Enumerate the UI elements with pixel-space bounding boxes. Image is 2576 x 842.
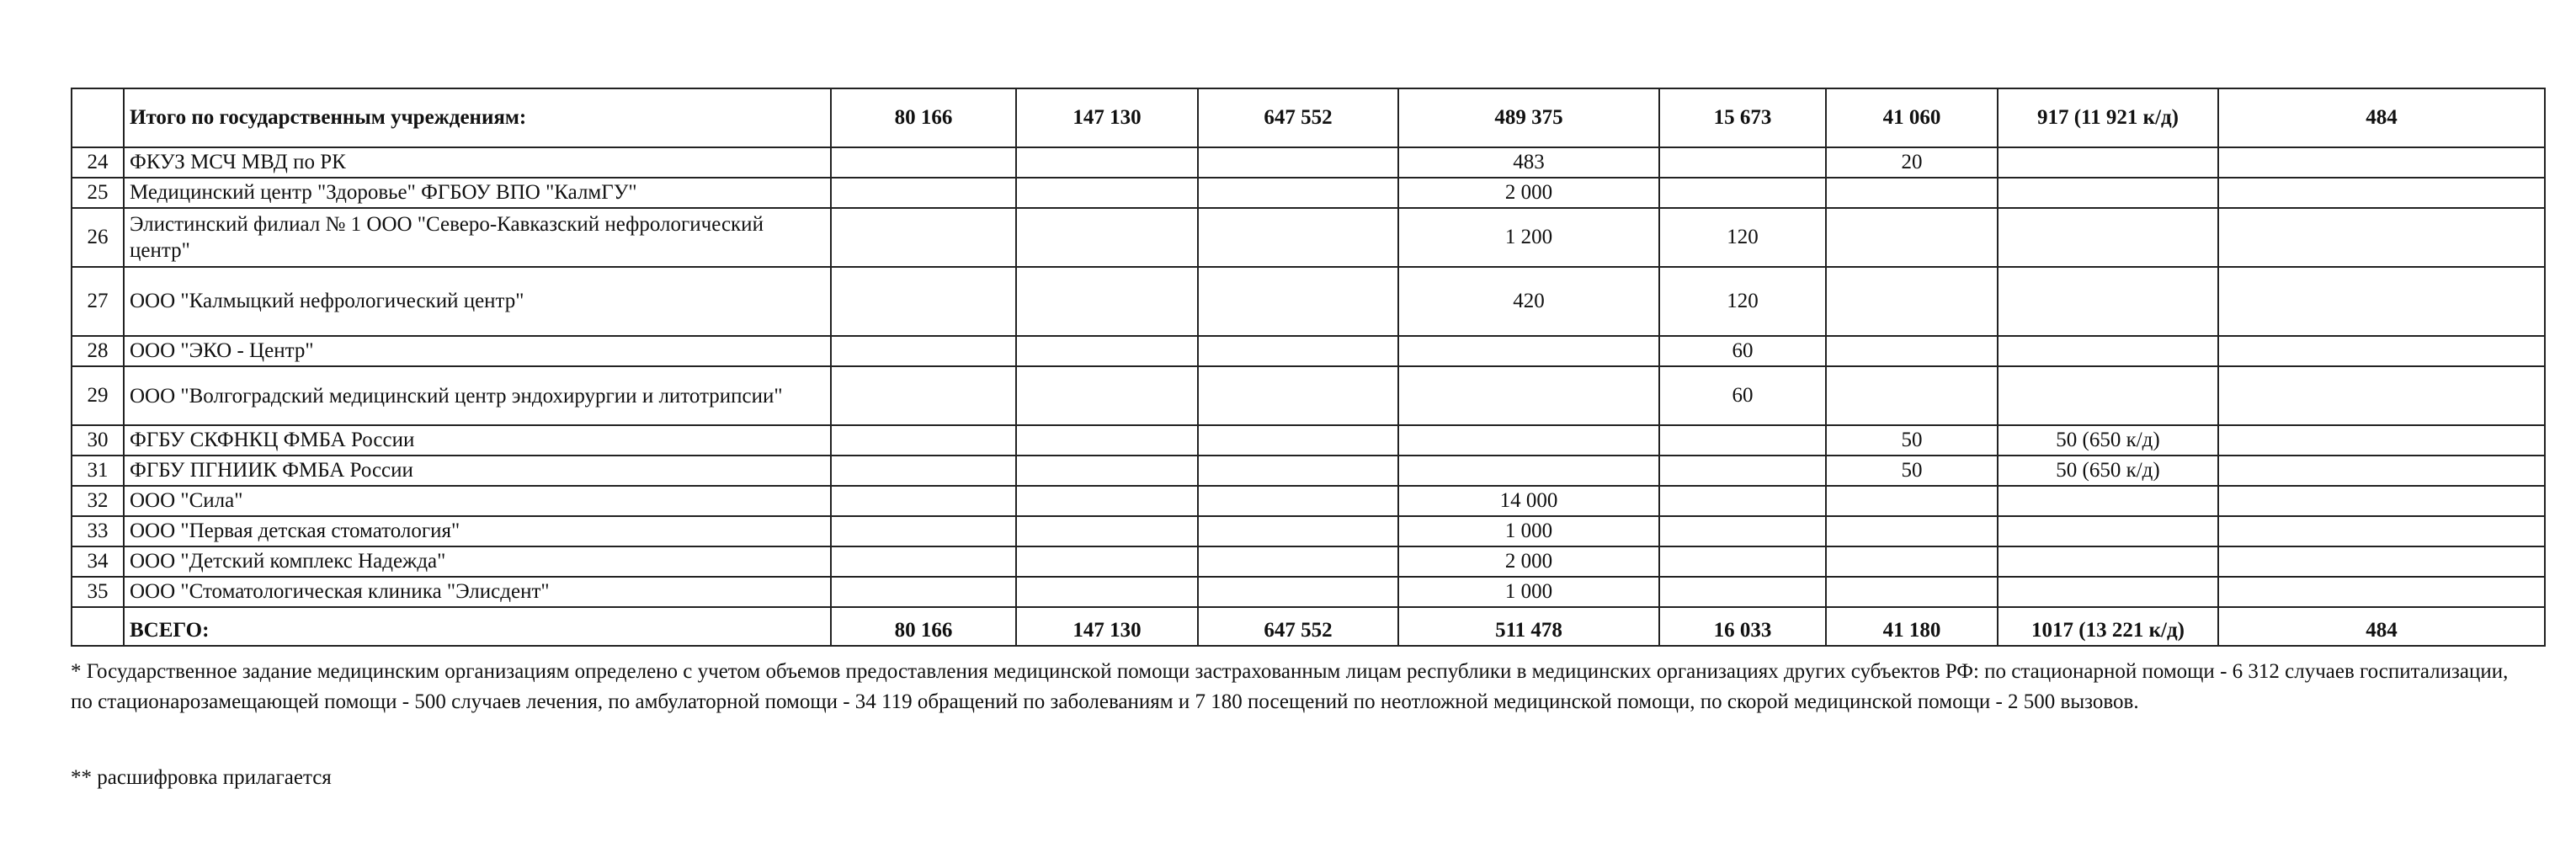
value-cell-col-1: 80 166 xyxy=(831,88,1016,147)
value-cell-col-1 xyxy=(831,366,1016,425)
value-cell-col-8 xyxy=(2218,366,2545,425)
value-cell-col-5: 120 xyxy=(1659,208,1826,267)
value-cell-col-4: 489 375 xyxy=(1398,88,1659,147)
value-cell-col-8: 484 xyxy=(2218,88,2545,147)
table-row xyxy=(72,336,2545,366)
value-cell-col-7 xyxy=(1998,267,2218,336)
value-cell-col-1 xyxy=(831,147,1016,178)
value-cell-col-5 xyxy=(1659,486,1826,516)
value-cell-col-1 xyxy=(831,267,1016,336)
data-table xyxy=(71,88,2546,647)
value-cell-col-6 xyxy=(1826,336,1998,366)
value-cell-col-7: 50 (650 к/д) xyxy=(1998,425,2218,456)
value-cell-col-2: 147 130 xyxy=(1016,607,1198,646)
value-cell-col-7 xyxy=(1998,178,2218,208)
value-cell-col-1 xyxy=(831,425,1016,456)
value-cell-col-1 xyxy=(831,486,1016,516)
table-row xyxy=(72,208,2545,267)
value-cell-col-7 xyxy=(1998,516,2218,546)
value-cell-col-8 xyxy=(2218,486,2545,516)
value-cell-col-5 xyxy=(1659,147,1826,178)
value-cell-col-2 xyxy=(1016,336,1198,366)
row-number-cell: 32 xyxy=(72,486,124,516)
row-number-cell: 29 xyxy=(72,366,124,425)
value-cell-col-7 xyxy=(1998,147,2218,178)
value-cell-col-3 xyxy=(1198,147,1398,178)
value-cell-col-6: 41 180 xyxy=(1826,607,1998,646)
value-cell-col-5 xyxy=(1659,178,1826,208)
row-number-cell xyxy=(72,607,124,646)
total-row xyxy=(72,607,2545,646)
footnote-state-assignment: * Государственное задание медицинским организациям определено с учетом объемов предоставления медицинской помощи застрахованным лицам республики в медицинских организациях других субъектов РФ: по стационарной помощи - 6 312 случаев госпитализации, по стационарозамещающей помощи - 500 случаев лечения, по амбулаторной помощи - 34 119 обращений по заболеваниям и 7 180 посещений по неотложной медицинской помощи, по скорой медицинской помощи - 2 500 вызовов. xyxy=(71,660,2509,713)
value-cell-col-1 xyxy=(831,577,1016,607)
value-cell-col-5: 60 xyxy=(1659,336,1826,366)
subtotal-row xyxy=(72,88,2545,147)
organization-name-cell: Медицинский центр "Здоровье" ФГБОУ ВПО "КалмГУ" xyxy=(124,178,831,208)
value-cell-col-3: 647 552 xyxy=(1198,88,1398,147)
value-cell-col-5 xyxy=(1659,577,1826,607)
value-cell-col-6 xyxy=(1826,577,1998,607)
value-cell-col-1 xyxy=(831,456,1016,486)
value-cell-col-5 xyxy=(1659,516,1826,546)
value-cell-col-5 xyxy=(1659,546,1826,577)
organization-name-cell: ООО "Калмыцкий нефрологический центр" xyxy=(124,267,831,336)
value-cell-col-7: 917 (11 921 к/д) xyxy=(1998,88,2218,147)
table-row xyxy=(72,546,2545,577)
value-cell-col-6 xyxy=(1826,486,1998,516)
value-cell-col-1 xyxy=(831,336,1016,366)
value-cell-col-1 xyxy=(831,178,1016,208)
value-cell-col-6: 41 060 xyxy=(1826,88,1998,147)
value-cell-col-8 xyxy=(2218,425,2545,456)
value-cell-col-1 xyxy=(831,208,1016,267)
value-cell-col-2 xyxy=(1016,147,1198,178)
organization-name-cell: ООО "Первая детская стоматология" xyxy=(124,516,831,546)
value-cell-col-3 xyxy=(1198,577,1398,607)
value-cell-col-7: 1017 (13 221 к/д) xyxy=(1998,607,2218,646)
value-cell-col-3 xyxy=(1198,546,1398,577)
value-cell-col-5: 15 673 xyxy=(1659,88,1826,147)
value-cell-col-2 xyxy=(1016,456,1198,486)
value-cell-col-3 xyxy=(1198,208,1398,267)
value-cell-col-1 xyxy=(831,546,1016,577)
value-cell-col-6 xyxy=(1826,178,1998,208)
value-cell-col-3 xyxy=(1198,456,1398,486)
row-number-cell: 26 xyxy=(72,208,124,267)
row-number-cell: 27 xyxy=(72,267,124,336)
value-cell-col-5: 120 xyxy=(1659,267,1826,336)
organization-name-cell: ФГБУ ПГНИИК ФМБА России xyxy=(124,456,831,486)
organization-name-cell: ВСЕГО: xyxy=(124,607,831,646)
value-cell-col-4: 420 xyxy=(1398,267,1659,336)
value-cell-col-8 xyxy=(2218,577,2545,607)
value-cell-col-6 xyxy=(1826,516,1998,546)
table-row xyxy=(72,267,2545,336)
value-cell-col-8 xyxy=(2218,456,2545,486)
value-cell-col-4 xyxy=(1398,366,1659,425)
value-cell-col-4: 2 000 xyxy=(1398,546,1659,577)
value-cell-col-6: 50 xyxy=(1826,456,1998,486)
organization-name-cell: Элистинский филиал № 1 ООО "Северо-Кавказский нефрологический центр" xyxy=(124,208,831,267)
value-cell-col-8 xyxy=(2218,208,2545,267)
value-cell-col-4: 1 200 xyxy=(1398,208,1659,267)
value-cell-col-4 xyxy=(1398,456,1659,486)
table-row xyxy=(72,425,2545,456)
value-cell-col-3 xyxy=(1198,178,1398,208)
table-row xyxy=(72,456,2545,486)
value-cell-col-6 xyxy=(1826,208,1998,267)
row-number-cell: 33 xyxy=(72,516,124,546)
row-number-cell: 35 xyxy=(72,577,124,607)
value-cell-col-2 xyxy=(1016,577,1198,607)
value-cell-col-2 xyxy=(1016,425,1198,456)
value-cell-col-1 xyxy=(831,516,1016,546)
value-cell-col-4: 14 000 xyxy=(1398,486,1659,516)
value-cell-col-2 xyxy=(1016,267,1198,336)
row-number-cell: 30 xyxy=(72,425,124,456)
organization-name-cell: ООО "Стоматологическая клиника "Элисдент" xyxy=(124,577,831,607)
row-number-cell: 31 xyxy=(72,456,124,486)
value-cell-col-8 xyxy=(2218,336,2545,366)
value-cell-col-1: 80 166 xyxy=(831,607,1016,646)
value-cell-col-2 xyxy=(1016,546,1198,577)
row-number-cell: 25 xyxy=(72,178,124,208)
organization-name-cell: ООО "ЭКО - Центр" xyxy=(124,336,831,366)
value-cell-col-7 xyxy=(1998,546,2218,577)
value-cell-col-5: 60 xyxy=(1659,366,1826,425)
value-cell-col-5 xyxy=(1659,425,1826,456)
value-cell-col-4: 483 xyxy=(1398,147,1659,178)
value-cell-col-4: 1 000 xyxy=(1398,577,1659,607)
value-cell-col-7 xyxy=(1998,336,2218,366)
value-cell-col-3 xyxy=(1198,425,1398,456)
table-row xyxy=(72,147,2545,178)
row-number-cell: 24 xyxy=(72,147,124,178)
value-cell-col-4: 511 478 xyxy=(1398,607,1659,646)
value-cell-col-4: 2 000 xyxy=(1398,178,1659,208)
table-row xyxy=(72,577,2545,607)
value-cell-col-8 xyxy=(2218,267,2545,336)
value-cell-col-2 xyxy=(1016,516,1198,546)
value-cell-col-7: 50 (650 к/д) xyxy=(1998,456,2218,486)
organization-name-cell: ФГБУ СКФНКЦ ФМБА России xyxy=(124,425,831,456)
value-cell-col-6 xyxy=(1826,546,1998,577)
value-cell-col-7 xyxy=(1998,486,2218,516)
value-cell-col-2 xyxy=(1016,208,1198,267)
value-cell-col-4: 1 000 xyxy=(1398,516,1659,546)
table-row xyxy=(72,366,2545,425)
value-cell-col-3 xyxy=(1198,336,1398,366)
value-cell-col-2: 147 130 xyxy=(1016,88,1198,147)
value-cell-col-3 xyxy=(1198,366,1398,425)
value-cell-col-4 xyxy=(1398,336,1659,366)
value-cell-col-6 xyxy=(1826,267,1998,336)
value-cell-col-8 xyxy=(2218,516,2545,546)
value-cell-col-5 xyxy=(1659,456,1826,486)
row-number-cell: 28 xyxy=(72,336,124,366)
table-row xyxy=(72,486,2545,516)
value-cell-col-6: 50 xyxy=(1826,425,1998,456)
organization-name-cell: ООО "Детский комплекс Надежда" xyxy=(124,546,831,577)
row-number-cell xyxy=(72,88,124,147)
value-cell-col-2 xyxy=(1016,366,1198,425)
value-cell-col-3 xyxy=(1198,516,1398,546)
value-cell-col-7 xyxy=(1998,208,2218,267)
value-cell-col-3 xyxy=(1198,267,1398,336)
value-cell-col-2 xyxy=(1016,178,1198,208)
value-cell-col-4 xyxy=(1398,425,1659,456)
value-cell-col-3: 647 552 xyxy=(1198,607,1398,646)
value-cell-col-6: 20 xyxy=(1826,147,1998,178)
table-row xyxy=(72,178,2545,208)
value-cell-col-5: 16 033 xyxy=(1659,607,1826,646)
organization-name-cell: Итого по государственным учреждениям: xyxy=(124,88,831,147)
row-number-cell: 34 xyxy=(72,546,124,577)
value-cell-col-7 xyxy=(1998,366,2218,425)
value-cell-col-7 xyxy=(1998,577,2218,607)
value-cell-col-8: 484 xyxy=(2218,607,2545,646)
value-cell-col-8 xyxy=(2218,147,2545,178)
value-cell-col-8 xyxy=(2218,178,2545,208)
organization-name-cell: ООО "Волгоградский медицинский центр эндохирургии и литотрипсии" xyxy=(124,366,831,425)
organization-name-cell: ФКУЗ МСЧ МВД по РК xyxy=(124,147,831,178)
table-row xyxy=(72,516,2545,546)
value-cell-col-3 xyxy=(1198,486,1398,516)
organization-name-cell: ООО "Сила" xyxy=(124,486,831,516)
value-cell-col-6 xyxy=(1826,366,1998,425)
value-cell-col-8 xyxy=(2218,546,2545,577)
value-cell-col-2 xyxy=(1016,486,1198,516)
footnote-attachment: ** расшифровка прилагается xyxy=(71,766,332,789)
